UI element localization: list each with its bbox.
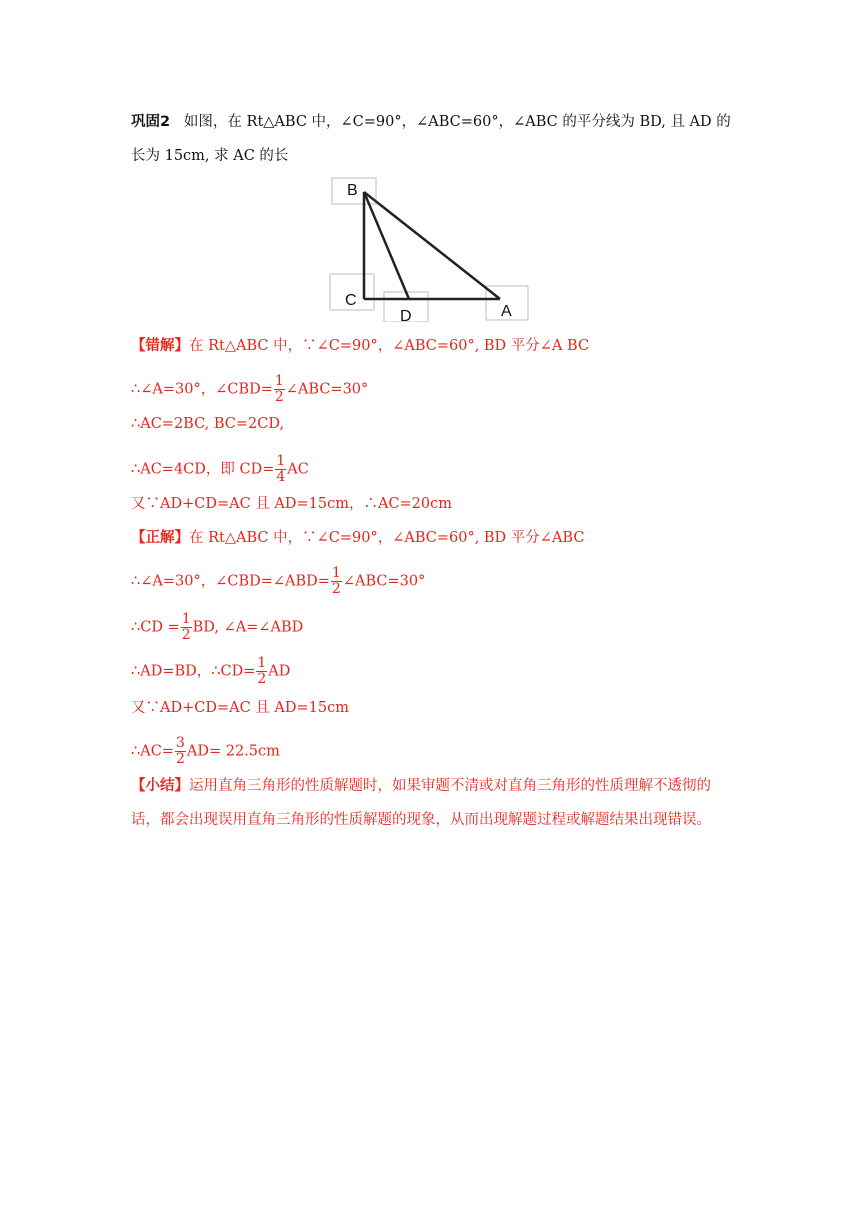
- fraction-numerator: 1: [181, 611, 191, 627]
- fraction-numerator: 1: [276, 453, 286, 469]
- correct-line5: 又∵AD+CD=AC 且 AD=15cm: [131, 700, 349, 716]
- wrong-solution-line-1: [131, 336, 589, 356]
- wrong-solution-line-2: [131, 374, 368, 405]
- fraction-denominator: 2: [175, 751, 185, 767]
- fraction-denominator: 2: [331, 581, 341, 597]
- wrong-line4-pre: ∴AC=4CD，即 CD=: [131, 461, 275, 478]
- correct-solution-line-4: [131, 656, 290, 687]
- segment-bd: [364, 192, 409, 299]
- vertex-label-c: C: [345, 292, 357, 309]
- vertex-label-d: D: [400, 308, 412, 322]
- correct-solution-line-1: [131, 528, 584, 548]
- problem-text-2: 长为 15cm, 求 AC 的长: [131, 148, 289, 164]
- fraction-denominator: 2: [274, 389, 284, 405]
- problem-line-1: [131, 112, 731, 132]
- fraction: [256, 656, 267, 687]
- triangle-figure: [328, 176, 530, 322]
- correct-line2-post: ∠ABC=30°: [342, 573, 426, 590]
- wrong-line3: ∴AC=2BC, BC=2CD,: [131, 416, 285, 432]
- fraction-denominator: 2: [181, 627, 191, 643]
- correct-solution-line-3: [131, 612, 303, 643]
- summary-line-2: [131, 810, 711, 830]
- fraction-numerator: 1: [274, 373, 284, 389]
- problem-text-1: 如图，在 Rt△ABC 中，∠C=90°，∠ABC=60°，∠ABC 的平分线为 BD, 且 AD 的: [183, 114, 731, 130]
- vertex-label-a: A: [501, 303, 512, 320]
- fraction: [181, 612, 192, 643]
- fraction-numerator: 1: [257, 655, 267, 671]
- correct-line3-pre: ∴CD =: [131, 619, 180, 636]
- fraction-denominator: 4: [276, 469, 286, 485]
- wrong-solution-line-4: [131, 454, 309, 485]
- wrong-line5: 又∵AD+CD=AC 且 AD=15cm，∴AC=20cm: [131, 496, 453, 512]
- fraction-numerator: 3: [175, 735, 185, 751]
- fraction: [274, 374, 285, 405]
- fraction: [331, 566, 342, 597]
- correct-solution-line-5: [131, 698, 349, 718]
- wrong-solution-text-1: 在 Rt△ABC 中，∵∠C=90°，∠ABC=60°, BD 平分∠A BC: [189, 338, 590, 354]
- wrong-line4-post: AC: [287, 461, 309, 478]
- correct-solution-line-6: [131, 736, 280, 767]
- correct-line6-pre: ∴AC=: [131, 743, 174, 760]
- wrong-solution-line-3: [131, 414, 284, 434]
- summary-text-1: 运用直角三角形的性质解题时，如果审题不清或对直角三角形的性质理解不透彻的: [189, 778, 711, 794]
- wrong-line2-post: ∠ABC=30°: [285, 381, 369, 398]
- side-ab: [364, 192, 500, 299]
- correct-line4-pre: ∴AD=BD，∴CD=: [131, 663, 256, 680]
- correct-line4-post: AD: [268, 663, 291, 680]
- summary-text-2: 话，都会出现误用直角三角形的性质解题的现象，从而出现解题过程或解题结果出现错误。: [131, 812, 711, 828]
- problem-line-2: [131, 146, 288, 166]
- problem-tag: 巩固2: [131, 114, 171, 130]
- fraction: [275, 454, 286, 485]
- correct-line3-post: BD, ∠A=∠ABD: [192, 619, 304, 636]
- fraction: [175, 736, 186, 767]
- wrong-solution-line-5: [131, 494, 452, 514]
- summary-line-1: [131, 776, 711, 796]
- summary-tag: 【小结】: [131, 778, 189, 794]
- correct-solution-text-1: 在 Rt△ABC 中，∵∠C=90°，∠ABC=60°, BD 平分∠ABC: [189, 530, 585, 546]
- correct-solution-tag: 【正解】: [131, 530, 189, 546]
- fraction-denominator: 2: [257, 671, 267, 687]
- vertex-label-b: B: [347, 182, 358, 199]
- fraction-numerator: 1: [331, 565, 341, 581]
- wrong-solution-tag: 【错解】: [131, 338, 189, 354]
- wrong-line2-pre: ∴∠A=30°，∠CBD=: [131, 381, 273, 398]
- correct-line6-post: AD= 22.5cm: [186, 743, 280, 760]
- correct-solution-line-2: [131, 566, 425, 597]
- correct-line2-pre: ∴∠A=30°，∠CBD=∠ABD=: [131, 573, 330, 590]
